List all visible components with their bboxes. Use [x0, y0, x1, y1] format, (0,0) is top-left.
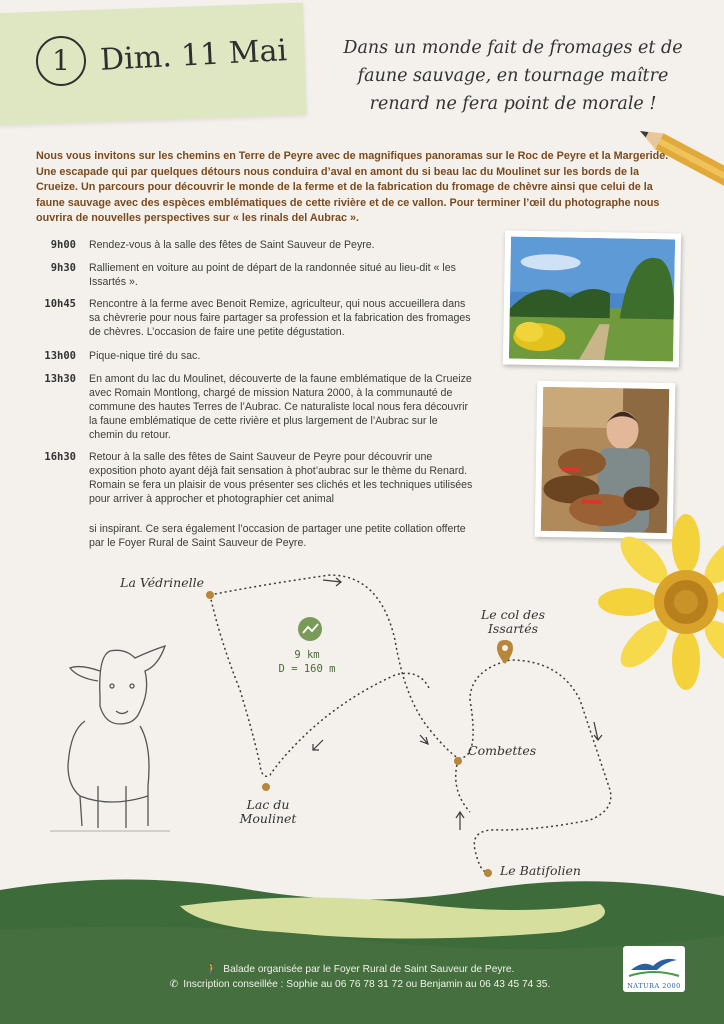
- route-distance: 9 km: [294, 649, 320, 661]
- schedule-time: 9h30: [50, 262, 76, 274]
- footer-hills: [0, 860, 724, 1024]
- contact-text: Inscription conseillée : Sophie au 06 76 78 31 72 ou Benjamin au 06 43 45 74 35.: [183, 979, 551, 990]
- schedule-text: En amont du lac du Moulinet, découverte de la faune emblématique de la Crueize avec Romain Montlong, chargé de mission Natura 2000, à la communauté de commune des hautes Terres de l’Aubrac. Ce naturaliste local nous fera découvrir la faune emblématique de cette rivière et plus largement de l’Aubrac sur le chemin du retour.: [89, 373, 472, 441]
- contact-line: [120, 977, 600, 992]
- direction-arrows: [313, 578, 602, 830]
- schedule-text: Rendez-vous à la salle des fêtes de Saint Sauveur de Peyre.: [89, 239, 375, 251]
- organizer-line: [120, 962, 600, 977]
- place-moulinet: Lac du Moulinet: [239, 797, 297, 826]
- hiker-icon: 🚶: [205, 964, 219, 975]
- natura-label: NATURA 2000: [627, 982, 681, 990]
- intro-paragraph: Nous vous invitons sur les chemins en Terre de Peyre avec de magnifiques panoramas sur le Roc de Peyre et la Margeride. Une escapade qui par quelques détours nous conduira d’aval en amont du si beau lac du Moulinet sur les bords de la Crueize. Un parcours pour découvrir le monde de la ferme et de la fabrication du fromage de chèvre ainsi que celui de la faune sauvage avec des espèces emblématiques de cette rivière et de ce vallon. Pour terminer l’œil du photographe nous ouvrira de nouvelles perspectives sur « les rinals del Aubrac ».: [36, 150, 669, 224]
- tagline: Dans un monde fait de fromages et de faune sauvage, en tournage maître renard ne fera point de morale !: [343, 38, 683, 114]
- event-date: Dim. 11 Mai: [99, 33, 288, 78]
- marker-vedrinelle: [206, 591, 214, 599]
- landscape-image: [509, 237, 675, 362]
- phone-icon: ✆: [169, 979, 179, 990]
- schedule-text: Pique-nique tiré du sac.: [89, 350, 201, 362]
- schedule-continuation-text: si inspirant. Ce sera également l’occasion de partager une petite collation offerte par le Foyer Rural de Saint Sauveur de Peyre.: [89, 523, 466, 549]
- route-markers: [206, 591, 492, 877]
- natura-bird-icon: [623, 946, 685, 982]
- organizer-text: Balade organisée par le Foyer Rural de Saint Sauveur de Peyre.: [223, 964, 515, 975]
- place-combettes: Combettes: [468, 743, 537, 758]
- schedule-text: Retour à la salle des fêtes de Saint Sauveur de Peyre pour découvrir une exposition photo ayant déjà fait sensation à phot’aubrac sur le thème du Renard. Romain se fera un plaisir de vous présenter ses clichés et les techniques utilisées pour arriver à approcher et photographier cet animal: [89, 451, 473, 505]
- schedule-text: Ralliement en voiture au point de départ de la randonnée situé au lieu-dit « les Issartés ».: [89, 262, 456, 288]
- schedule-time: 13h00: [44, 350, 76, 362]
- place-issartes: Le col des Issartés: [481, 607, 545, 636]
- marker-moulinet: [262, 783, 270, 791]
- day-number: 1: [36, 36, 86, 86]
- schedule-time: 10h45: [44, 298, 76, 310]
- schedule-time: 9h00: [50, 239, 76, 251]
- schedule-time: 13h30: [44, 373, 76, 385]
- footer-info: [120, 962, 600, 992]
- marker-combettes: [454, 757, 462, 765]
- route-stats: [262, 648, 352, 676]
- route-elevation: D = 160 m: [278, 663, 336, 675]
- route-map: [0, 560, 724, 890]
- natura-2000-logo: [623, 946, 685, 992]
- schedule-time: 16h30: [44, 451, 76, 463]
- place-batifolien: Le Batifolien: [500, 863, 581, 878]
- location-pin-icon: [497, 640, 513, 664]
- place-vedrinelle: La Védrinelle: [120, 575, 204, 590]
- schedule-text: Rencontre à la ferme avec Benoit Remize, agriculteur, qui nous accueillera dans sa chèvrerie pour nous faire partager sa profession et la fabrication des fromages de chèvres. L’occasion de faire une petite dégustation.: [89, 298, 471, 338]
- route-stats-icon: [298, 617, 322, 641]
- landscape-photo: [503, 230, 681, 367]
